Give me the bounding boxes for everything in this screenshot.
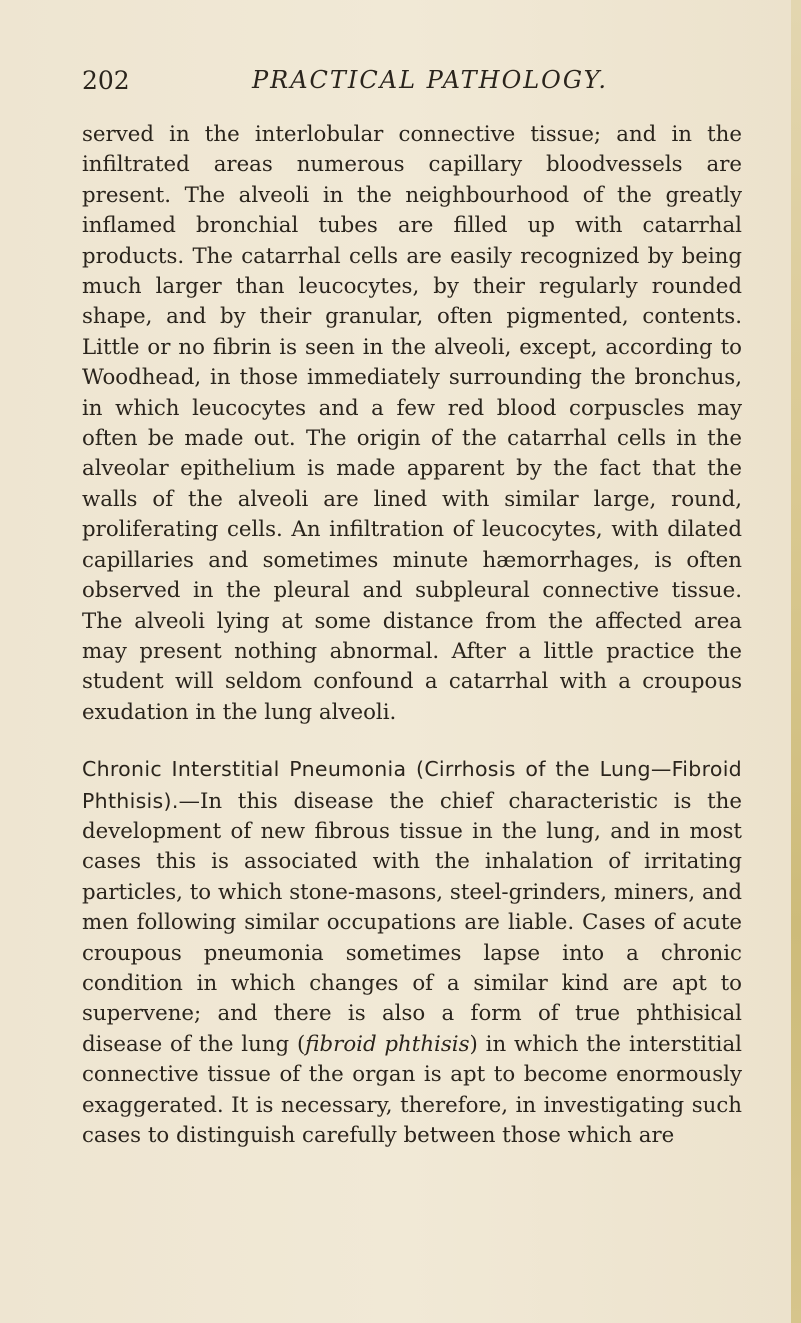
section-text-part1: —In this disease the chief characteristic is the development of new fibrous tissue in the lung, and in most cases this is associated with the inhalation of irritating particles, to which stone-masons, steel-grinders, miners, and men following similar occupations are liable. Cases of acute croupous pneumonia sometimes lapse into a chronic condition in which changes of a similar kind are apt to supervene; and there is also a form of true phthisical disease of the lung ( [82,788,742,1057]
page-number: 202 [82,66,130,95]
paragraph-catarrhal-pneumonia: served in the interlobular connective tissue; and in the infiltrated areas numerous capillary bloodvessels are present. The alveoli in the neighbourhood of the greatly inflamed bronchial tubes are filled up with catarrhal products. The catarrhal cells are easily recognized by being much larger than leucocytes, by their regularly rounded shape, and by their granular, often pigmented, contents. Little or no fibrin is seen in the alveoli, except, according to Woodhead, in those immediately surrounding the bronchus, in which leucocytes and a few red blood corpuscles may often be made out. The origin of the catarrhal cells in the alveolar epithelium is made apparent by the fact that the walls of the alveoli are lined with similar large, round, proliferating cells. An infiltration of leucocytes, with dilated capillaries and sometimes minute hæmorrhages, is often observed in the pleural and subpleural connective tissue. The alveoli lying at some distance from the affected area may present nothing abnormal. After a little practice the student will seldom confound a catarrhal with a croupous exudation in the lung alveoli. [82,122,742,725]
italic-term: fibroid phthisis [305,1031,470,1057]
body-text [82,120,742,1151]
section-heading: Chronic Interstitial Pneumonia (Cirrhosis of the Lung—Fibroid Phthisis). [82,757,742,813]
paragraph-chronic-interstitial-pneumonia [82,754,742,1151]
page-edge [791,0,801,1323]
running-title: PRACTICAL PATHOLOGY. [252,66,608,94]
page-header [82,66,742,106]
section-text-part2: ) in which the interstitial connective tissue of the organ is apt to become enormously exaggerated. It is necessary, therefore, in investigating such cases to distinguish carefully between those which are [82,1031,742,1148]
